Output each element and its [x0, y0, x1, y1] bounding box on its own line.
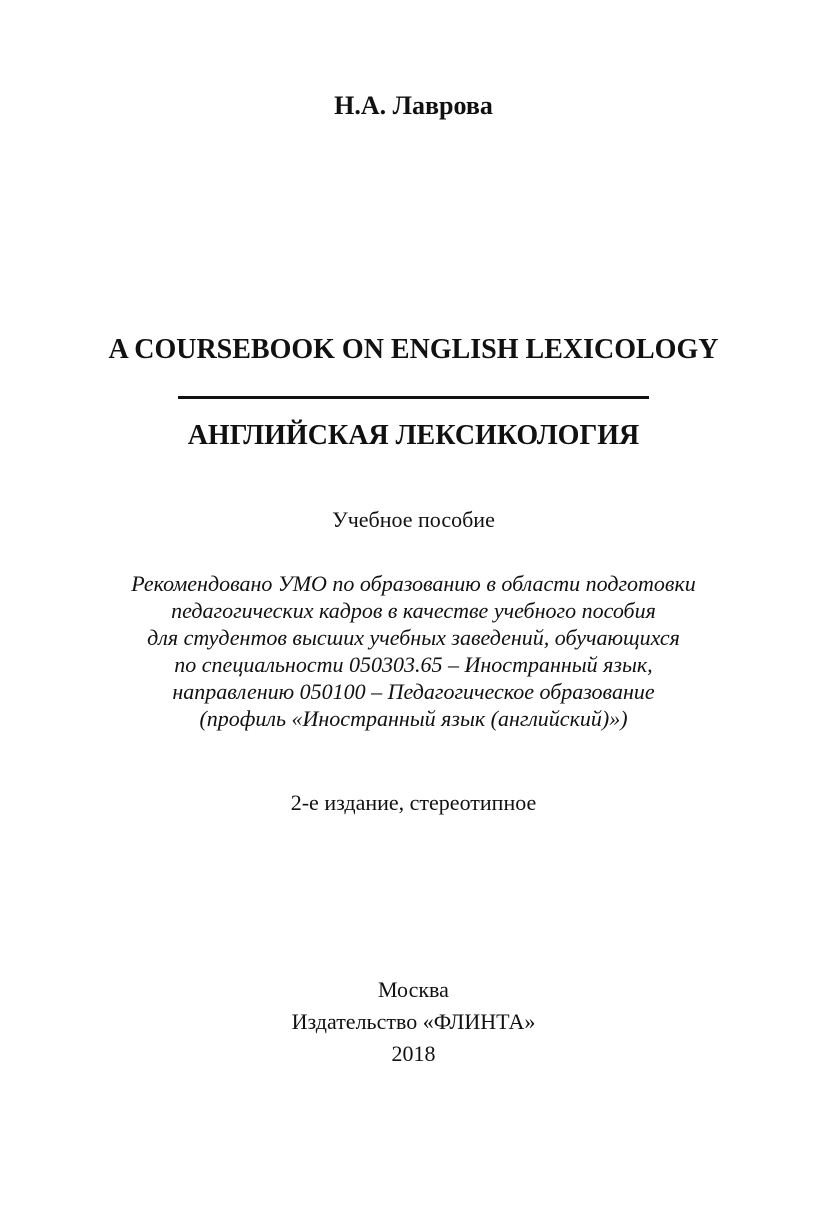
- recommendation-line: для студентов высших учебных заведений, обучающихся: [147, 625, 680, 650]
- recommendation-line: по специальности 050303.65 – Иностранный язык,: [174, 652, 653, 677]
- recommendation-line: педагогических кадров в качестве учебного пособия: [171, 598, 656, 623]
- book-title-russian: АНГЛИЙСКАЯ ЛЕКСИКОЛОГИЯ: [187, 420, 640, 451]
- book-title-english: A COURSEBOOK ON ENGLISH LEXICOLOGY: [108, 334, 719, 365]
- imprint-publisher: Издательство «ФЛИНТА»: [291, 1009, 536, 1034]
- recommendation-line: (профиль «Иностранный язык (английский)»): [199, 706, 628, 731]
- recommendation-line: направлению 050100 – Педагогическое образование: [172, 679, 655, 704]
- recommendation-line: Рекомендовано УМО по образованию в области подготовки: [131, 571, 696, 596]
- book-type: Учебное пособие: [332, 507, 495, 532]
- imprint-city: Москва: [378, 977, 449, 1002]
- title-divider: [178, 396, 649, 399]
- recommendation-block: [0, 570, 827, 732]
- imprint-block: [0, 974, 827, 1070]
- author-name: Н.А. Лаврова: [334, 91, 493, 120]
- imprint-year: 2018: [391, 1041, 436, 1066]
- edition-note: 2-е издание, стереотипное: [290, 790, 537, 815]
